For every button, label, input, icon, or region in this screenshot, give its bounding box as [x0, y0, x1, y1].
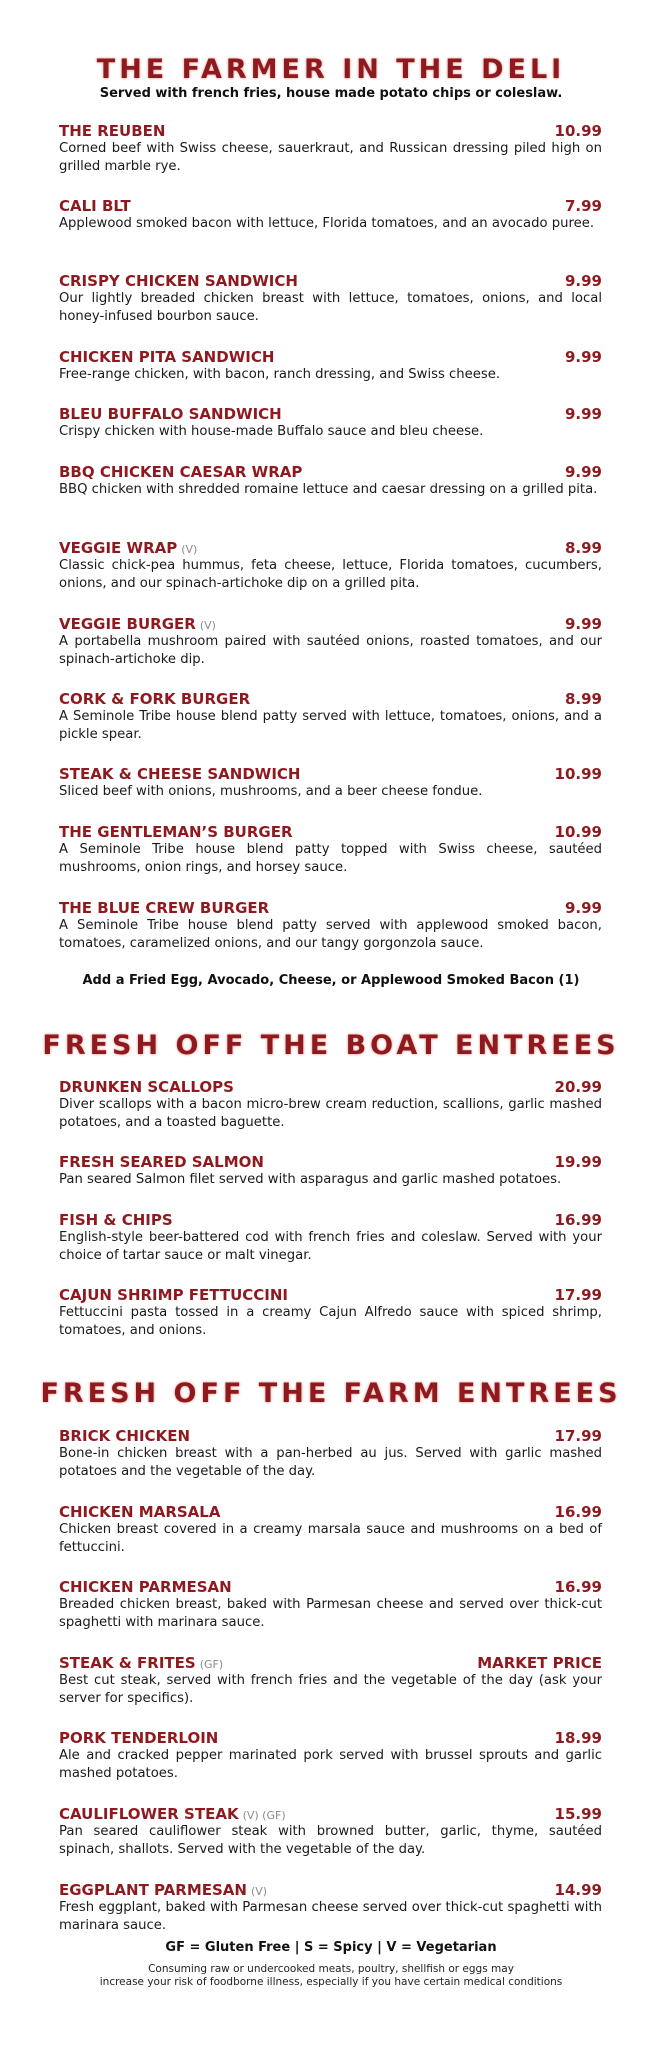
- item-description: Breaded chicken breast, baked with Parmesan cheese and served over thick-cut spaghetti with marinara sauce.: [59, 1597, 602, 1630]
- item-description: Crispy chicken with house-made Buffalo sauce and bleu cheese.: [59, 424, 484, 439]
- menu-item: [59, 1503, 602, 1557]
- item-description: Diver scallops with a bacon micro-brew cream reduction, scallions, garlic mashed potatoes, and a toasted baguette.: [59, 1097, 602, 1130]
- item-description: Classic chick-pea hummus, feta cheese, lettuce, Florida tomatoes, cucumbers, onions, and our spinach-artichoke dip on a grilled pita.: [59, 558, 602, 591]
- item-description: A Seminole Tribe house blend patty served with applewood smoked bacon, tomatoes, caramelized onions, and our tangy gorgonzola sauce.: [59, 918, 602, 951]
- item-name: CRISPY CHICKEN SANDWICH: [59, 272, 298, 290]
- item-price: 20.99: [554, 1078, 602, 1096]
- item-price: 16.99: [554, 1578, 602, 1596]
- item-name: VEGGIE BURGER (V): [59, 615, 216, 633]
- item-price: 14.99: [554, 1881, 602, 1899]
- item-price: MARKET PRICE: [477, 1654, 602, 1672]
- menu-item: [59, 1286, 602, 1340]
- item-price: 10.99: [554, 765, 602, 783]
- item-name: VEGGIE WRAP (V): [59, 539, 198, 557]
- item-price: 18.99: [554, 1729, 602, 1747]
- menu-item: [59, 539, 602, 593]
- item-price: 17.99: [554, 1427, 602, 1445]
- item-price: 8.99: [564, 690, 602, 708]
- item-price: 9.99: [564, 272, 602, 290]
- item-name: THE REUBEN: [59, 122, 166, 140]
- item-name: CORK & FORK BURGER: [59, 690, 251, 708]
- menu-item: [59, 463, 602, 499]
- health-warning-line1: Consuming raw or undercooked meats, poultry, shellfish or eggs may: [148, 1963, 514, 1975]
- item-description: Fresh eggplant, baked with Parmesan cheese served over thick-cut spaghetti with marinara sauce.: [59, 1900, 602, 1933]
- item-description: A Seminole Tribe house blend patty served with lettuce, tomatoes, onions, and a pickle spear.: [59, 709, 602, 742]
- item-name: STEAK & FRITES (GF): [59, 1654, 224, 1672]
- item-price: 9.99: [564, 405, 602, 423]
- item-name: CALI BLT: [59, 197, 131, 215]
- menu-item: [59, 1427, 602, 1481]
- item-description: BBQ chicken with shredded romaine lettuce and caesar dressing on a grilled pita.: [59, 482, 598, 497]
- item-diet-tag: (V) (GF): [242, 1809, 286, 1822]
- item-name: FRESH SEARED SALMON: [59, 1153, 264, 1171]
- item-description: Ale and cracked pepper marinated pork served with brussel sprouts and garlic mashed potatoes.: [59, 1748, 602, 1781]
- menu-item: [59, 1881, 602, 1935]
- item-description: A portabella mushroom paired with sautéed onions, roasted tomatoes, and our spinach-artichoke dip.: [59, 634, 602, 667]
- item-description: Our lightly breaded chicken breast with lettuce, tomatoes, onions, and local honey-infused bourbon sauce.: [59, 291, 602, 324]
- section-title-deli: THE FARMER IN THE DELI: [96, 54, 566, 85]
- item-name: STEAK & CHEESE SANDWICH: [59, 765, 301, 783]
- item-price: 17.99: [554, 1286, 602, 1304]
- health-warning-line2: increase your risk of foodborne illness, especially if you have certain medical conditions: [99, 1976, 563, 1988]
- item-price: 16.99: [554, 1211, 602, 1229]
- item-price: 9.99: [564, 899, 602, 917]
- menu-item: [59, 765, 602, 801]
- item-diet-tag: (GF): [199, 1658, 224, 1671]
- menu-item: [59, 1729, 602, 1783]
- menu-item: [59, 1654, 602, 1708]
- item-description: English-style beer-battered cod with french fries and coleslaw. Served with your choice of tartar sauce or malt vinegar.: [59, 1230, 602, 1263]
- item-name: FISH & CHIPS: [59, 1211, 173, 1229]
- item-price: 15.99: [554, 1805, 602, 1823]
- item-price: 9.99: [564, 615, 602, 633]
- item-diet-tag: (V): [250, 1885, 268, 1898]
- item-name: PORK TENDERLOIN: [59, 1729, 219, 1747]
- item-name: DRUNKEN SCALLOPS: [59, 1078, 234, 1096]
- menu-item: [59, 1578, 602, 1632]
- menu-item: [59, 690, 602, 744]
- item-name: EGGPLANT PARMESAN (V): [59, 1881, 268, 1899]
- dietary-legend: GF = Gluten Free | S = Spicy | V = Vegetarian: [165, 1940, 497, 1955]
- item-description: A Seminole Tribe house blend patty topped with Swiss cheese, sautéed mushrooms, onion rings, and horsey sauce.: [59, 842, 602, 875]
- item-price: 10.99: [554, 823, 602, 841]
- item-name: CAULIFLOWER STEAK (V) (GF): [59, 1805, 286, 1823]
- section-title-farm: FRESH OFF THE FARM ENTREES: [40, 1378, 622, 1409]
- item-description: Corned beef with Swiss cheese, sauerkraut, and Russican dressing piled high on grilled marble rye.: [59, 141, 602, 174]
- item-diet-tag: (V): [199, 619, 216, 632]
- menu-item: [59, 272, 602, 326]
- item-description: Free-range chicken, with bacon, ranch dressing, and Swiss cheese.: [59, 367, 501, 382]
- item-price: 9.99: [564, 348, 602, 366]
- menu-item: [59, 615, 602, 669]
- section-subtitle-deli: Served with french fries, house made potato chips or coleslaw.: [99, 86, 563, 101]
- menu-item: [59, 405, 602, 441]
- item-name: BRICK CHICKEN: [59, 1427, 190, 1445]
- item-name: THE BLUE CREW BURGER: [59, 899, 270, 917]
- item-diet-tag: (V): [181, 543, 198, 556]
- menu-item: [59, 823, 602, 877]
- item-description: Sliced beef with onions, mushrooms, and a beer cheese fondue.: [59, 784, 483, 799]
- menu-item: [59, 1078, 602, 1132]
- item-description: Best cut steak, served with french fries and the vegetable of the day (ask your server for specifics).: [59, 1673, 602, 1706]
- item-description: Applewood smoked bacon with lettuce, Florida tomatoes, and an avocado puree.: [59, 216, 595, 231]
- item-price: 16.99: [554, 1503, 602, 1521]
- item-name: CAJUN SHRIMP FETTUCCINI: [59, 1286, 288, 1304]
- item-price: 19.99: [554, 1153, 602, 1171]
- item-name: BBQ CHICKEN CAESAR WRAP: [59, 463, 303, 481]
- menu-item: [59, 1211, 602, 1265]
- section-title-boat: FRESH OFF THE BOAT ENTREES: [42, 1030, 620, 1061]
- item-description: Pan seared cauliflower steak with browned butter, garlic, thyme, sautéed spinach, shallots. Served with the vegetable of the day.: [59, 1824, 602, 1857]
- item-price: 8.99: [564, 539, 602, 557]
- menu-item: [59, 197, 602, 233]
- menu-item: [59, 899, 602, 953]
- item-price: 9.99: [564, 463, 602, 481]
- addon-note: Add a Fried Egg, Avocado, Cheese, or Applewood Smoked Bacon (1): [82, 973, 580, 988]
- item-price: 7.99: [564, 197, 602, 215]
- menu-item: [59, 1805, 602, 1859]
- item-description: Bone-in chicken breast with a pan-herbed au jus. Served with garlic mashed potatoes and the vegetable of the day.: [59, 1446, 602, 1479]
- item-description: Chicken breast covered in a creamy marsala sauce and mushrooms on a bed of fettuccini.: [59, 1522, 602, 1555]
- menu-item: [59, 348, 602, 384]
- item-description: Fettuccini pasta tossed in a creamy Cajun Alfredo sauce with spiced shrimp, tomatoes, and onions.: [59, 1305, 602, 1338]
- item-name: CHICKEN PITA SANDWICH: [59, 348, 275, 366]
- menu-item: [59, 1153, 602, 1189]
- item-name: CHICKEN PARMESAN: [59, 1578, 232, 1596]
- item-name: THE GENTLEMAN’S BURGER: [59, 823, 293, 841]
- menu-item: [59, 122, 602, 176]
- item-name: BLEU BUFFALO SANDWICH: [59, 405, 282, 423]
- item-description: Pan seared Salmon filet served with asparagus and garlic mashed potatoes.: [59, 1172, 562, 1187]
- item-price: 10.99: [554, 122, 602, 140]
- item-name: CHICKEN MARSALA: [59, 1503, 221, 1521]
